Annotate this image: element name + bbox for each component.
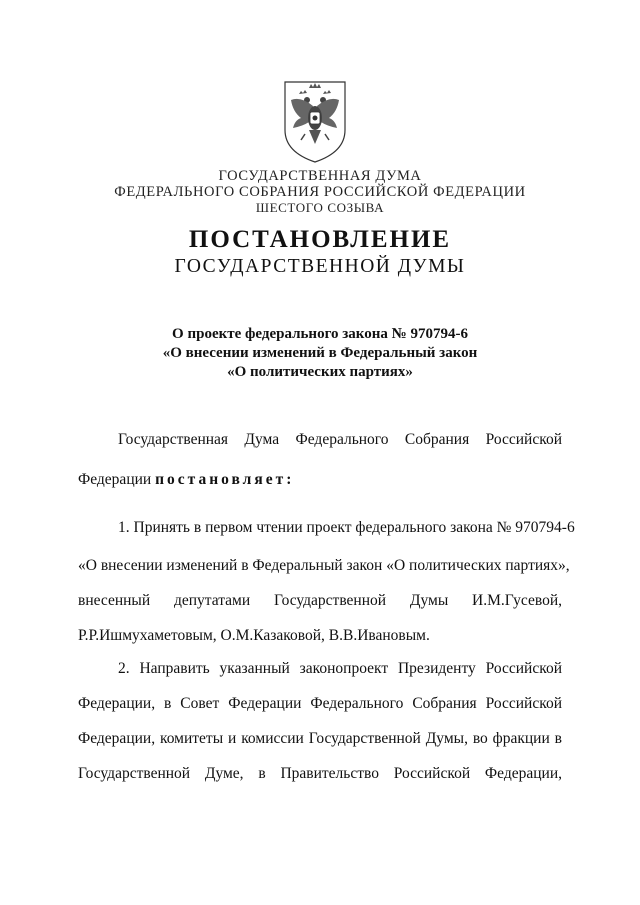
preamble-line-2: [78, 470, 562, 490]
item2-line-4: Государственной Думе, в Правительство Российской Федерации,: [78, 765, 562, 782]
item1-line-1: 1. Принять в первом чтении проект федерального закона № 970794-6: [118, 519, 575, 536]
item1-line-3: внесенный депутатами Государственной Думы И.М.Гусевой,: [78, 592, 562, 609]
preamble-line-1: Государственная Дума Федерального Собрания Российской: [118, 431, 562, 448]
document-title: ПОСТАНОВЛЕНИЕ: [188, 226, 452, 253]
resolves-word: постановляет:: [155, 471, 295, 488]
item2-line-1: 2. Направить указанный законопроект Президенту Российской: [118, 660, 562, 677]
item2-line-3: Федерации, комитеты и комиссии Государственной Думы, во фракции в: [78, 730, 562, 747]
coat-of-arms-emblem: [279, 78, 351, 164]
item2-line-2: Федерации, в Совет Федерации Федерального Собрания Российской: [78, 695, 562, 712]
document-subtitle: ГОСУДАРСТВЕННОЙ ДУМЫ: [174, 256, 466, 277]
preamble-text: Федерации: [78, 471, 156, 488]
item1-line-4: Р.Р.Ишмухаметовым, О.М.Казаковой, В.В.Ивановым.: [78, 627, 430, 644]
subject-line-2: «О внесении изменений в Федеральный закон: [162, 345, 478, 361]
convocation-line: ШЕСТОГО СОЗЫВА: [255, 200, 385, 215]
issuer-line-2: ФЕДЕРАЛЬНОГО СОБРАНИЯ РОССИЙСКОЙ ФЕДЕРАЦИИ: [114, 184, 526, 200]
item1-line-2: «О внесении изменений в Федеральный закон «О политических партиях»,: [78, 557, 570, 574]
subject-line-1: О проекте федерального закона № 970794-6: [172, 326, 468, 342]
issuer-line-1: ГОСУДАРСТВЕННАЯ ДУМА: [218, 168, 422, 184]
subject-line-3: «О политических партиях»: [227, 364, 413, 380]
